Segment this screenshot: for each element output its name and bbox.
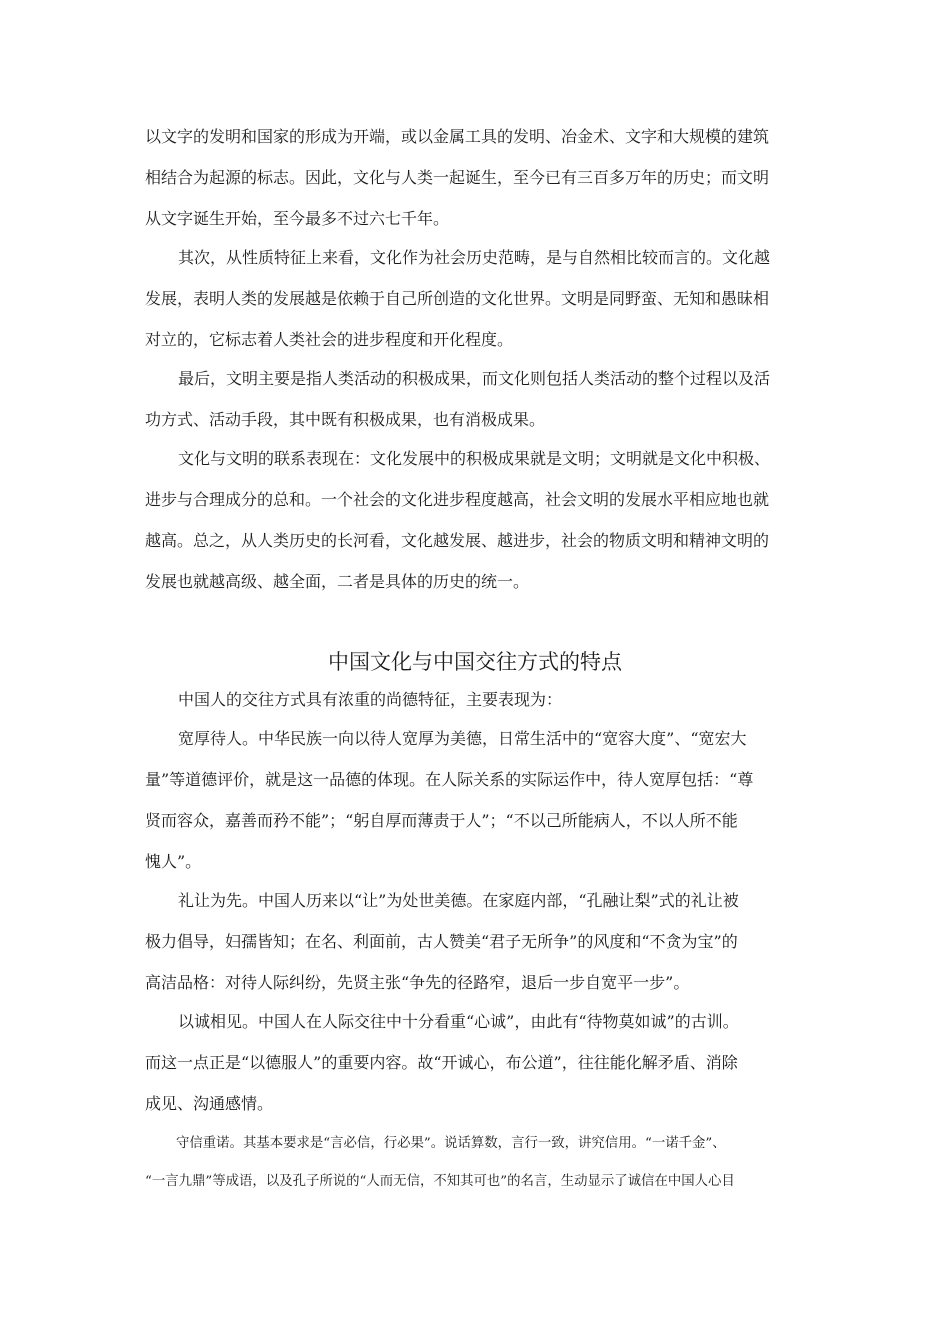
text-line: 功方式、活动手段，其中既有积极成果，也有消极成果。 bbox=[145, 410, 546, 429]
text-line: 极力倡导，妇孺皆知；在名、利面前，古人赞美“君子无所争”的风度和“不贪为宝”的 bbox=[145, 932, 738, 951]
text-line: 相结合为起源的标志。因此，文化与人类一起诞生，至今已有三百多万年的历史；而文明 bbox=[145, 168, 770, 187]
text-line: 量”等道德评价，就是这一品德的体现。在人际关系的实际运作中，待人宽厚包括：“尊 bbox=[145, 770, 754, 789]
text-line: 以诚相见。中国人在人际交往中十分看重“心诚”，由此有“待物莫如诚”的古训。 bbox=[178, 1012, 739, 1031]
text-line: 而这一点正是“以德服人”的重要内容。故“开诚心，布公道”，往往能化解矛盾、消除 bbox=[145, 1053, 738, 1072]
text-line: 宽厚待人。中华民族一向以待人宽厚为美德，日常生活中的“宽容大度”、“宽宏大 bbox=[178, 729, 747, 748]
text-line: 从文字诞生开始，至今最多不过六七千年。 bbox=[145, 209, 450, 228]
text-line: 成见、沟通感情。 bbox=[145, 1094, 274, 1113]
text-line: 发展，表明人类的发展越是依赖于自己所创造的文化世界。文明是同野蛮、无知和愚昧相 bbox=[145, 289, 770, 308]
text-line: 其次，从性质特征上来看，文化作为社会历史范畴，是与自然相比较而言的。文化越 bbox=[178, 248, 771, 267]
section-title: 中国文化与中国交往方式的特点 bbox=[328, 650, 622, 674]
text-line: 礼让为先。中国人历来以“让”为处世美德。在家庭内部，“孔融让梨”式的礼让被 bbox=[178, 891, 739, 910]
text-line: 越高。总之，从人类历史的长河看，文化越发展、越进步，社会的物质文明和精神文明的 bbox=[145, 531, 770, 550]
text-line: “一言九鼎”等成语，以及孔子所说的“人而无信，不知其可也”的名言，生动显示了诚信在中国人心目 bbox=[145, 1174, 735, 1189]
text-line: 高洁品格：对待人际纠纷，先贤主张“争先的径路窄，退后一步自宽平一步”。 bbox=[145, 973, 690, 992]
text-line: 文化与文明的联系表现在：文化发展中的积极成果就是文明；文明就是文化中积极、 bbox=[178, 449, 771, 468]
text-line: 愧人”。 bbox=[145, 852, 202, 871]
text-line: 发展也就越高级、越全面，二者是具体的历史的统一。 bbox=[145, 572, 530, 591]
text-line: 对立的，它标志着人类社会的进步程度和开化程度。 bbox=[145, 330, 514, 349]
text-line: 进步与合理成分的总和。一个社会的文化进步程度越高，社会文明的发展水平相应地也就 bbox=[145, 490, 770, 509]
text-line: 中国人的交往方式具有浓重的尚德特征，主要表现为： bbox=[178, 690, 563, 709]
text-line: 贤而容众，嘉善而矜不能”；“躬自厚而薄责于人”；“不以己所能病人，不以人所不能 bbox=[145, 811, 738, 830]
text-line: 守信重诺。其基本要求是“言必信，行必果”。说话算数，言行一致，讲究信用。“一诺千金”、 bbox=[176, 1136, 726, 1151]
text-line: 最后，文明主要是指人类活动的积极成果，而文化则包括人类活动的整个过程以及活 bbox=[178, 369, 771, 388]
text-line: 以文字的发明和国家的形成为开端，或以金属工具的发明、冶金术、文字和大规模的建筑 bbox=[145, 127, 770, 146]
